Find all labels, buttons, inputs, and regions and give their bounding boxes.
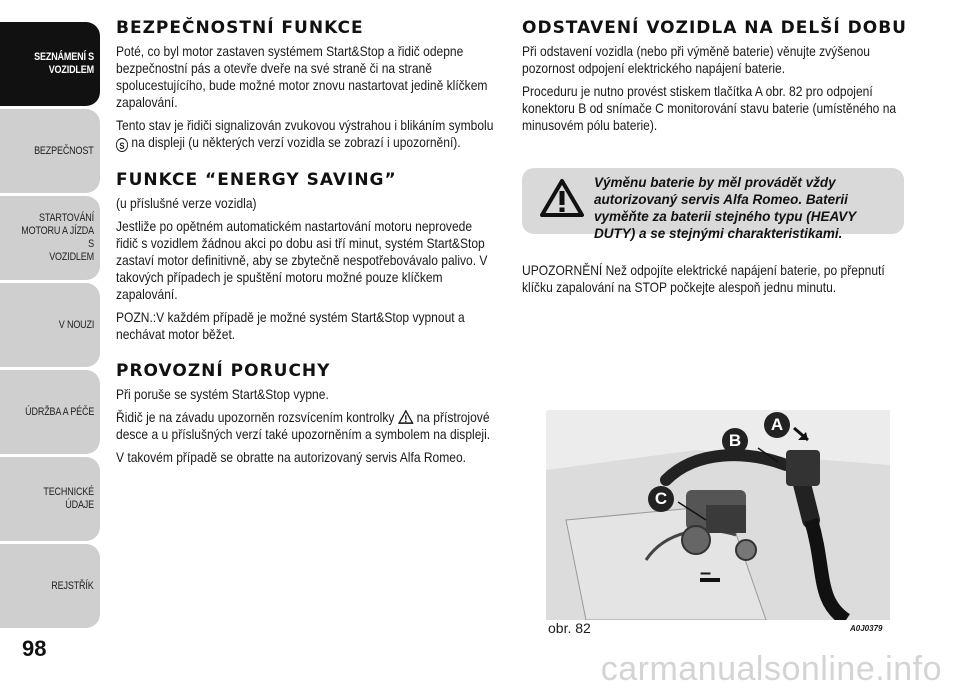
tab-label: REJSTŘÍK — [51, 579, 94, 592]
paragraph: POZN.:V každém případě je možné systém Start&Stop vypnout a nechávat motor běžet. — [116, 309, 465, 342]
tab-technicke-udaje[interactable] — [0, 457, 100, 541]
paragraph: Poté, co byl motor zastaven systémem Start&Stop a řidič odepne bezpečnostní pás a otevře dveře na své straně či na straně spolucestujícího, bude možné motor znovu nastartovat jedině klíčkem zapalování. — [116, 43, 488, 110]
battery-illustration — [546, 410, 890, 620]
figure-code: A0J0379 — [850, 624, 883, 633]
text: Řidič je na závadu upozorněn rozsvícením kontrolky — [116, 409, 395, 425]
figure-caption: obr. 82 — [548, 620, 591, 636]
warning-triangle-icon — [540, 178, 584, 218]
paragraph: Jestliže po opětném automatickém nastartování motoru neprovede řidič s vozidlem žádnou akci po dobu asi tří minut, systém Start&Stop zastaví motor definitivně, aby se zbytečně nespotřebovávalo palivo. V takových případech je spuštění motoru možné pouze klíčkem zapalování. — [116, 218, 488, 302]
tab-seznameni[interactable] — [0, 22, 100, 106]
tab-rejstrik[interactable] — [0, 544, 100, 628]
tab-label: BEZPEČNOST — [34, 144, 94, 157]
chapter-tabs — [0, 22, 100, 631]
paragraph: Při odstavení vozidla (nebo při výměně baterie) věnujte zvýšenou pozornost odpojení elektrického napájení baterie. — [522, 43, 871, 76]
text: UPOZORNĚNÍ Než odpojíte elektrické napájení baterie, po přepnutí klíčku zapalování na STOP počkejte alespoň jednu minutu. — [522, 262, 885, 295]
start-stop-symbol-icon: S — [116, 138, 128, 152]
battery-figure — [546, 410, 890, 620]
tab-label: STARTOVÁNÍ MOTORU A JÍZDA S VOZIDLEM — [21, 212, 94, 263]
right-column — [522, 20, 912, 140]
minus-terminal-label: – — [700, 562, 712, 584]
warning-triangle-icon — [398, 410, 413, 424]
left-column — [116, 20, 498, 472]
paragraph: Proceduru je nutno provést stiskem tlačítka A obr. 82 pro odpojení konektoru B od snímače C monitorování stavu baterie (umístěného na minusovém pólu baterie). — [522, 83, 897, 133]
tab-startovani[interactable] — [0, 196, 100, 280]
watermark: carmanualsonline.info — [600, 650, 942, 688]
paragraph: V takovém případě se obratte na autorizovaný servis Alfa Romeo. — [116, 449, 467, 465]
label-b-marker: B — [722, 428, 748, 454]
warning-box — [522, 168, 904, 241]
text: na přístrojové desce a u příslušných verzí také upozorněním a symbolem na displeji. — [116, 409, 491, 442]
paragraph — [116, 117, 497, 152]
paragraph: Při poruše se systém Start&Stop vypne. — [116, 386, 329, 402]
section-title-energy-saving: FUNKCE “ENERGY SAVING” — [116, 170, 397, 190]
tab-v-nouzi[interactable] — [0, 283, 100, 367]
tab-label: V NOUZI — [58, 318, 94, 331]
text: na displeji (u některých verzí vozidla se zobrazí i upozornění). — [131, 134, 461, 150]
tab-label: ÚDRŽBA A PÉČE — [24, 405, 94, 418]
tab-label: SEZNÁMENÍ S VOZIDLEM — [34, 51, 94, 76]
paragraph — [116, 409, 497, 443]
warning-text: Výměnu baterie by měl provádět vždy autorizovaný servis Alfa Romeo. Baterii vyměňte za baterii stejného typu (HEAVY DUTY) a se stejnými charakteristikami. — [594, 175, 857, 241]
text: Tento stav je řidiči signalizován zvukovou výstrahou i blikáním symbolu — [116, 117, 494, 133]
tab-bezpecnost[interactable] — [0, 109, 100, 193]
page-number: 98 — [22, 636, 47, 661]
note-paragraph — [522, 262, 912, 296]
label-c-marker: C — [648, 486, 674, 512]
section-title-storage: ODSTAVENÍ VOZIDLA NA DELŠÍ DOBU — [522, 18, 907, 38]
section-title-faults: PROVOZNÍ PORUCHY — [116, 361, 331, 381]
tab-udrzba[interactable] — [0, 370, 100, 454]
label-a-marker: A — [764, 412, 790, 438]
tab-label: TECHNICKÉ ÚDAJE — [43, 486, 94, 511]
section-title-safety: BEZPEČNOSTNÍ FUNKCE — [116, 18, 364, 38]
subtitle: (u příslušné verze vozidla) — [116, 195, 257, 211]
